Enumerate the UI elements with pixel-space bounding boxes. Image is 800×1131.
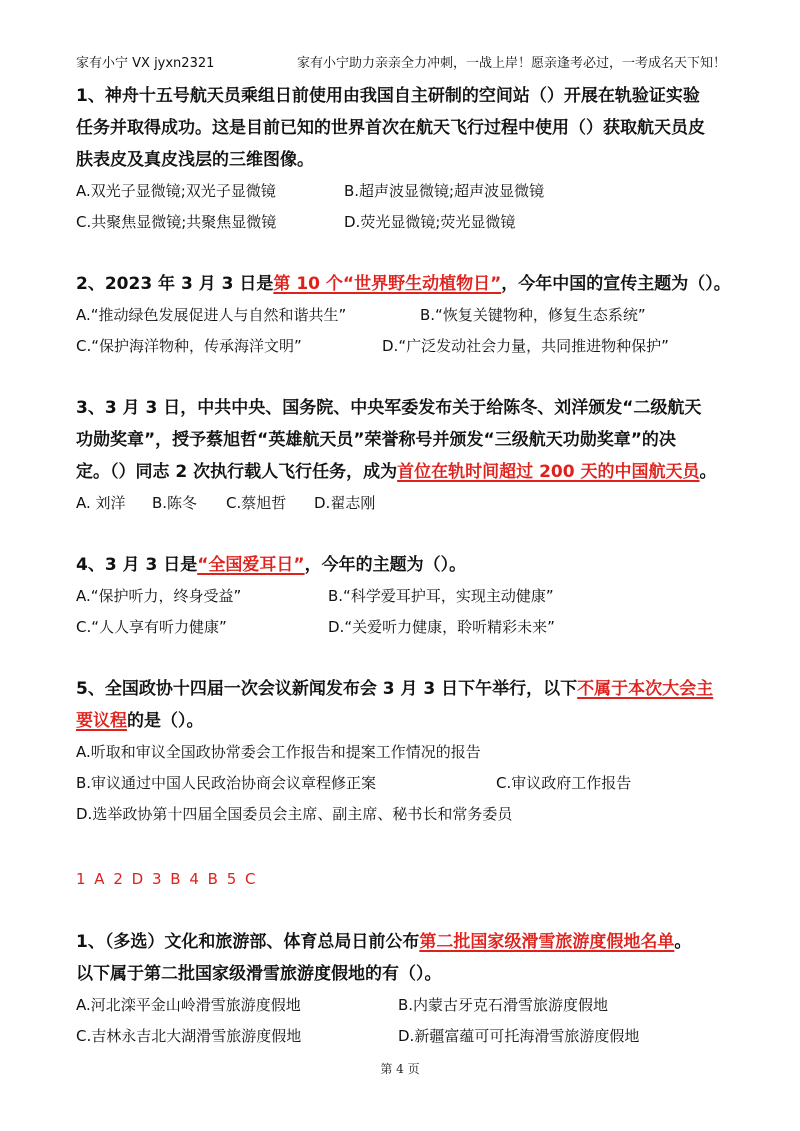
q6-line2: 以下属于第二批国家级滑雪旅游度假地的有（）。 xyxy=(76,964,442,984)
q3-line3-post: 。 xyxy=(699,462,717,482)
q2-option-a: A.“推动绿色发展促进人与自然和谐共生” xyxy=(76,306,347,324)
q3-options-row xyxy=(76,488,731,519)
q6-option-a: A.河北滦平金山岭滑雪旅游度假地 xyxy=(76,996,301,1014)
q3-option-c: C.蔡旭哲 xyxy=(226,494,287,512)
q1-option-a: A.双光子显微镜;双光子显微镜 xyxy=(76,182,276,200)
q1-line3: 肤表皮及真皮浅层的三维图像。 xyxy=(76,150,314,170)
q5-line2-post: 的是（）。 xyxy=(127,711,204,731)
q3-line3 xyxy=(76,456,731,488)
q4-post: ，今年的主题为（）。 xyxy=(304,555,467,575)
q3-highlight: 首位在轨时间超过 200 天的中国航天员 xyxy=(397,462,700,482)
q4-line1 xyxy=(76,549,731,581)
q5-option-a-row xyxy=(76,737,731,768)
q6-option-d: D.新疆富蕴可可托海滑雪旅游度假地 xyxy=(398,1027,640,1045)
q5-option-b: B.审议通过中国人民政治协商会议章程修正案 xyxy=(76,774,377,792)
q5-line1-pre: 5、全国政协十四届一次会议新闻发布会 3 月 3 日下午举行，以下 xyxy=(76,679,578,699)
q6-highlight: 第二批国家级滑雪旅游度假地名单 xyxy=(419,932,675,952)
q2-highlight: 第 10 个“世界野生动植物日” xyxy=(273,274,502,294)
q2-option-d: D.“广泛发动社会力量，共同推进物种保护” xyxy=(382,337,669,355)
question-3 xyxy=(76,392,731,519)
q5-options-row-bc xyxy=(76,768,731,799)
q3-line1: 3、3 月 3 日，中共中央、国务院、中央军委发布关于给陈冬、刘洋颁发“二级航天 xyxy=(76,398,702,418)
q5-line1 xyxy=(76,673,731,705)
answer-key: 1 A 2 D 3 B 4 B 5 C xyxy=(76,870,258,888)
q6-option-b: B.内蒙古牙克石滑雪旅游度假地 xyxy=(398,996,609,1014)
question-4 xyxy=(76,549,731,643)
q1-line2: 任务并取得成功。这是目前已知的世界首次在航天飞行过程中使用（）获取航天员皮 xyxy=(76,118,705,138)
q2-line1 xyxy=(76,268,731,300)
q5-option-c: C.审议政府工作报告 xyxy=(496,774,632,792)
q4-options-row1 xyxy=(76,581,731,612)
q3-line3-pre: 定。（）同志 2 次执行载人飞行任务，成为 xyxy=(76,462,398,482)
q6-pre: 1、（多选）文化和旅游部、体育总局日前公布 xyxy=(76,932,420,952)
q3-option-b: B.陈冬 xyxy=(152,494,198,512)
q2-option-b: B.“恢复关键物种，修复生态系统” xyxy=(420,306,646,324)
q6-options-row2 xyxy=(76,1021,731,1052)
q2-pre: 2、2023 年 3 月 3 日是 xyxy=(76,274,274,294)
q6-post: 。 xyxy=(674,932,692,952)
q2-options-row2 xyxy=(76,331,731,362)
q1-options-row2 xyxy=(76,207,731,238)
q4-option-b: B.“科学爱耳护耳，实现主动健康” xyxy=(328,587,554,605)
q1-option-b: B.超声波显微镜;超声波显微镜 xyxy=(344,182,545,200)
q2-option-c: C.“保护海洋物种，传承海洋文明” xyxy=(76,337,302,355)
q2-post: ，今年中国的宣传主题为（）。 xyxy=(501,274,731,294)
q3-line2: 功勋奖章”，授予蔡旭哲“英雄航天员”荣誉称号并颁发“三级航天功勋奖章”的决 xyxy=(76,430,676,450)
q4-options-row2 xyxy=(76,612,731,643)
question-5 xyxy=(76,673,731,830)
document-body xyxy=(76,80,731,1052)
question-1 xyxy=(76,80,731,238)
q4-option-c: C.“人人享有听力健康” xyxy=(76,618,227,636)
q5-option-a: A.听取和审议全国政协常委会工作报告和提案工作情况的报告 xyxy=(76,743,481,761)
q6-option-c: C.吉林永吉北大湖滑雪旅游度假地 xyxy=(76,1027,302,1045)
q6-options-row1 xyxy=(76,990,731,1021)
page-header xyxy=(76,52,726,71)
q4-option-d: D.“关爱听力健康，聆听精彩未来” xyxy=(328,618,555,636)
q2-options-row1 xyxy=(76,300,731,331)
q5-line2 xyxy=(76,705,731,737)
q1-options-row1 xyxy=(76,176,731,207)
q6-line1 xyxy=(76,926,731,958)
q4-highlight: “全国爱耳日” xyxy=(197,555,305,575)
q1-option-d: D.荧光显微镜;荧光显微镜 xyxy=(344,213,516,231)
q4-option-a: A.“保护听力，终身受益” xyxy=(76,587,242,605)
header-left: 家有小宁 VX jyxn2321 xyxy=(76,56,215,71)
header-right: 家有小宁助力亲亲全力冲刺，一战上岸！愿亲逢考必过，一考成名天下知！ xyxy=(296,56,726,71)
page-number: 第 4 页 xyxy=(380,1062,420,1076)
question-6 xyxy=(76,926,731,1052)
question-2 xyxy=(76,268,731,362)
q5-option-d-row xyxy=(76,799,731,830)
q5-option-d: D.选举政协第十四届全国委员会主席、副主席、秘书长和常务委员 xyxy=(76,805,513,823)
q4-pre: 4、3 月 3 日是 xyxy=(76,555,198,575)
q3-option-d: D.翟志刚 xyxy=(314,494,376,512)
q1-option-c: C.共聚焦显微镜;共聚焦显微镜 xyxy=(76,213,277,231)
q3-option-a: A. 刘洋 xyxy=(76,494,126,512)
q5-highlight-2: 要议程 xyxy=(76,711,127,731)
q5-highlight-1: 不属于本次大会主 xyxy=(577,679,714,699)
q1-line1: 1、神舟十五号航天员乘组日前使用由我国自主研制的空间站（）开展在轨验证实验 xyxy=(76,86,700,106)
